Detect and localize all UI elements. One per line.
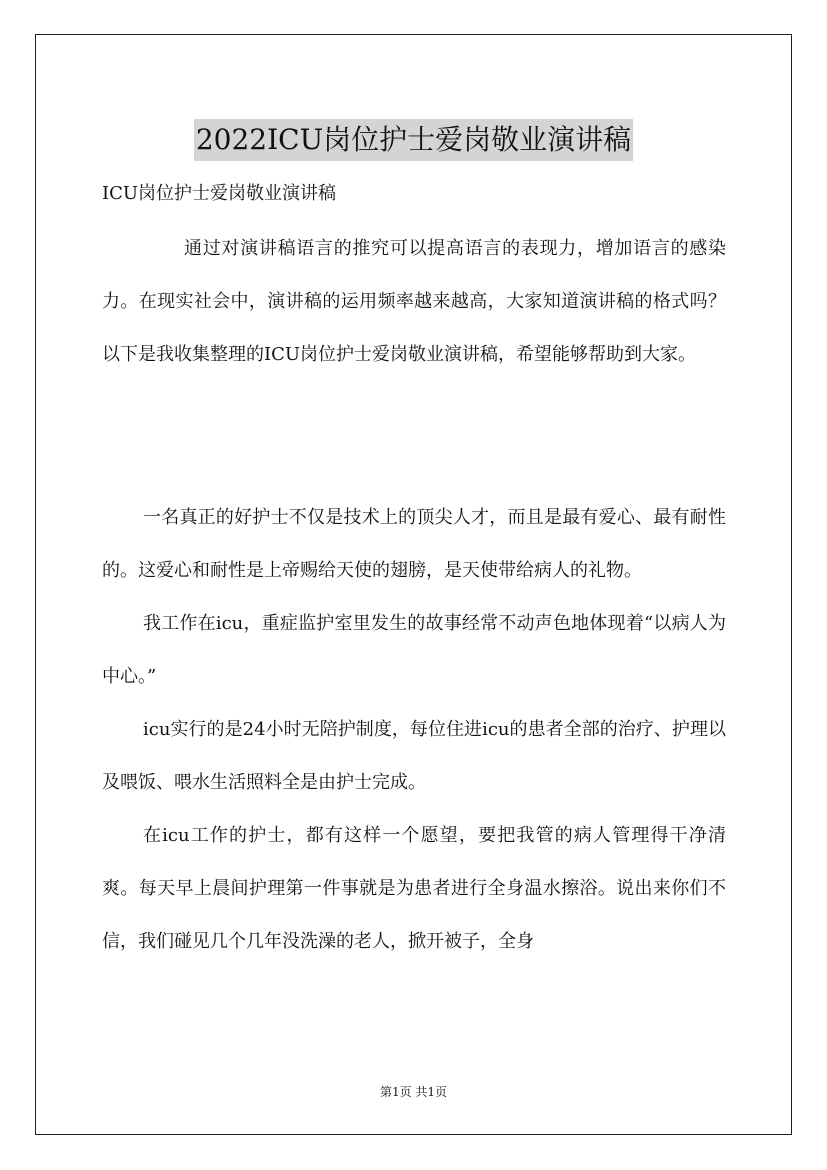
intro-paragraph: 通过对演讲稿语言的推究可以提高语言的表现力，增加语言的感染力。在现实社会中，演讲稿的运用频率越来越高，大家知道演讲稿的格式吗？以下是我收集整理的ICU岗位护士爱岗敬业演讲稿，希望能够帮助到大家。 bbox=[102, 238, 726, 365]
body-paragraph-4: 在icu工作的护士，都有这样一个愿望，要把我管的病人管理得干净清爽。每天早上晨间护理第一件事就是为患者进行全身温水擦浴。说出来你们不信，我们碰见几个几年没洗澡的老人，掀开被子，全身 bbox=[102, 825, 726, 952]
body-paragraph-3: icu实行的是24小时无陪护制度，每位住进icu的患者全部的治疗、护理以及喂饭、喂水生活照料全是由护士完成。 bbox=[102, 719, 726, 793]
page-footer: 第1页 共1页 bbox=[379, 1085, 448, 1099]
body-section bbox=[102, 491, 726, 968]
title-container bbox=[0, 100, 827, 180]
document-title: 2022ICU岗位护士爱岗敬业演讲稿 bbox=[194, 119, 633, 161]
intro-section bbox=[102, 222, 726, 381]
body-paragraph-2: 我工作在icu，重症监护室里发生的故事经常不动声色地体现着“以病人为中心。” bbox=[102, 613, 726, 687]
document-subtitle: ICU岗位护士爱岗敬业演讲稿 bbox=[102, 183, 337, 204]
body-paragraph-1: 一名真正的好护士不仅是技术上的顶尖人才，而且是最有爱心、最有耐性的。这爱心和耐性是上帝赐给天使的翅膀，是天使带给病人的礼物。 bbox=[102, 507, 726, 581]
